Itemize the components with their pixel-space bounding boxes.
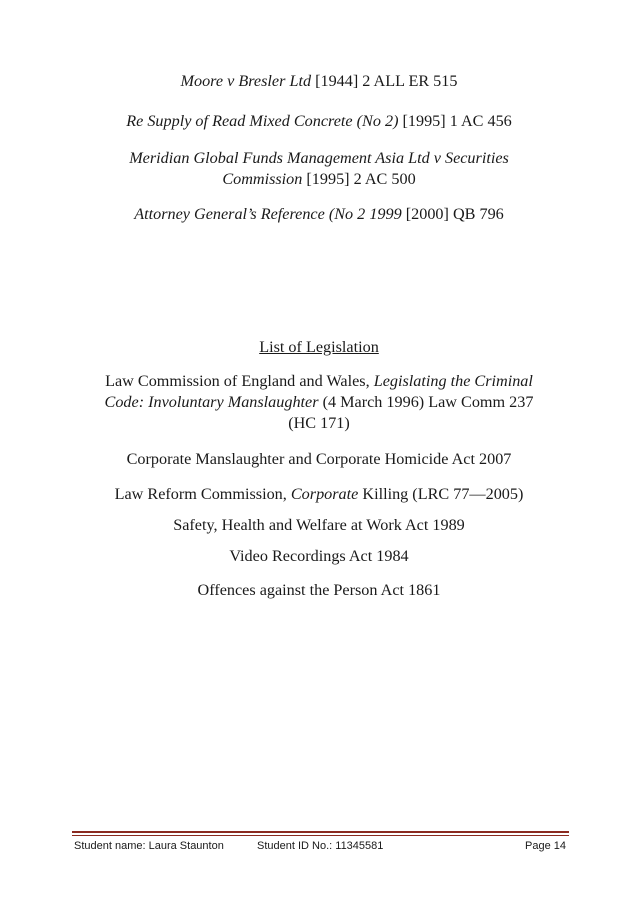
page-footer [74, 838, 566, 854]
law-commission-line2 [0, 392, 638, 412]
case-meridian-citation: [1995] 2 AC 500 [302, 170, 416, 188]
case-moore-name: Moore v Bresler Ltd [180, 72, 312, 90]
video-recordings-act: Video Recordings Act 1984 [229, 547, 409, 565]
law-reform-rest: Killing (LRC 77—2005) [358, 485, 524, 503]
safety-health-act: Safety, Health and Welfare at Work Act 1989 [173, 516, 465, 534]
law-commission-line1 [0, 371, 638, 391]
legislation-heading: List of Legislation [259, 338, 379, 356]
case-re-supply-citation: [1995] 1 AC 456 [398, 112, 512, 130]
law-commission-title-part2: Code: Involuntary Manslaughter [104, 393, 319, 411]
case-moore [0, 71, 638, 91]
footer-rule-thin [72, 835, 569, 836]
law-commission-line3: (HC 171) [288, 414, 350, 432]
law-reform-author: Law Reform Commission, [114, 485, 291, 503]
case-re-supply [0, 111, 638, 131]
offences-against-person-act: Offences against the Person Act 1861 [197, 581, 441, 599]
case-meridian-name-part2: Commission [222, 170, 303, 188]
case-meridian-name-part1: Meridian Global Funds Management Asia Ltd v Securities [129, 149, 509, 167]
case-re-supply-name: Re Supply of Read Mixed Concrete (No 2) [126, 112, 399, 130]
case-attorney-general-citation: [2000] QB 796 [401, 205, 504, 223]
case-attorney-general [0, 204, 638, 224]
footer-rule-thick [72, 831, 569, 833]
footer-student-name: Student name: Laura Staunton [74, 840, 224, 852]
case-attorney-general-name: Attorney General’s Reference (No 2 1999 [134, 205, 402, 223]
corporate-manslaughter-act: Corporate Manslaughter and Corporate Homicide Act 2007 [126, 450, 512, 468]
law-reform-commission [0, 484, 638, 504]
law-commission-date: (4 March 1996) Law Comm 237 [318, 393, 534, 411]
footer-student-id: Student ID No.: 11345581 [257, 840, 384, 852]
case-meridian-line1 [0, 148, 638, 168]
case-moore-citation: [1944] 2 ALL ER 515 [311, 72, 458, 90]
footer-page-number: Page 14 [525, 840, 566, 852]
case-meridian-line2 [0, 169, 638, 189]
law-commission-title-part1: Legislating the Criminal [373, 372, 533, 390]
law-reform-title: Corporate [290, 485, 359, 503]
law-commission-author: Law Commission of England and Wales, [105, 372, 374, 390]
